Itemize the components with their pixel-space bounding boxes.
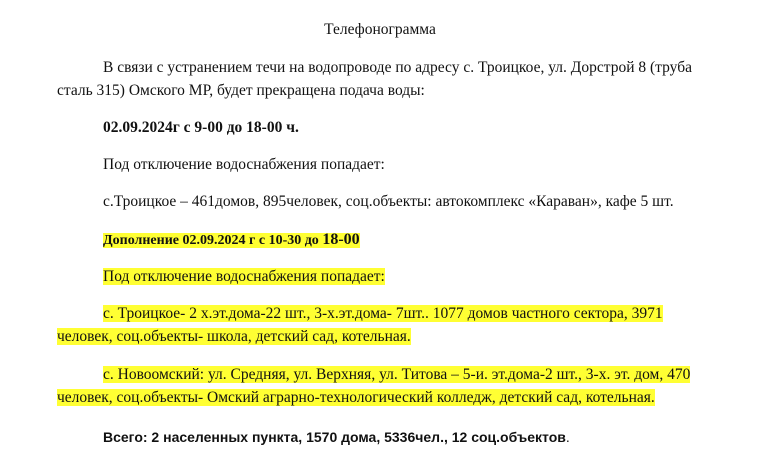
affected-novoomsky-line-2-text: человек, соц.объекты- Омский аграрно-технологический колледж, детский сад, котельная. — [57, 389, 655, 406]
document-title: Телефонограмма — [324, 21, 436, 38]
addendum-prefix: Дополнение 02.09.2024 г с 10-30 до — [103, 233, 323, 248]
addendum-end-time: 18-00 — [322, 231, 360, 248]
total-summary — [103, 426, 570, 448]
affected-troitskoe-line-1-text: с. Троицкое- 2 х.эт.дома-22 шт., 3-х.эт.дома- 7шт.. 1077 домов частного сектора, 3971 — [103, 305, 663, 322]
outage-date-time: 02.09.2024г с 9-00 до 18-00 ч. — [103, 119, 299, 136]
affected-novoomsky-line-2 — [57, 387, 655, 409]
affected-troitskoe-summary: с.Троицкое – 461домов, 895человек, соц.объекты: автокомплекс «Караван», кафе 5 шт. — [103, 193, 674, 210]
intro-line-2: сталь 315) Омского МР, будет прекращена подача воды: — [57, 82, 425, 99]
affected-novoomsky-line-1-text: с. Новоомский: ул. Средняя, ул. Верхняя, ул. Титова – 5-и. эт.дома-2 шт., 3-х. эт. дом, 470 — [103, 366, 691, 383]
affected-label-2 — [103, 266, 385, 288]
affected-label-1: Под отключение водоснабжения попадает: — [103, 156, 385, 173]
addendum-line — [103, 229, 360, 252]
affected-troitskoe-line-2-text: человек, соц.объекты- школа, детский сад, котельная. — [57, 328, 411, 345]
addendum-highlight — [103, 233, 360, 248]
total-summary-period: . — [565, 429, 570, 445]
total-summary-text: Всего: 2 населенных пункта, 1570 дома, 5336чел., 12 соц.объектов — [103, 429, 566, 445]
affected-novoomsky-line-1 — [103, 364, 690, 386]
affected-troitskoe-line-2 — [57, 326, 411, 348]
intro-line-1: В связи с устранением течи на водопроводе по адресу с. Троицкое, ул. Дорстрой 8 (труба — [103, 59, 692, 76]
affected-label-2-text: Под отключение водоснабжения попадает: — [103, 268, 385, 285]
affected-troitskoe-line-1 — [103, 303, 663, 325]
